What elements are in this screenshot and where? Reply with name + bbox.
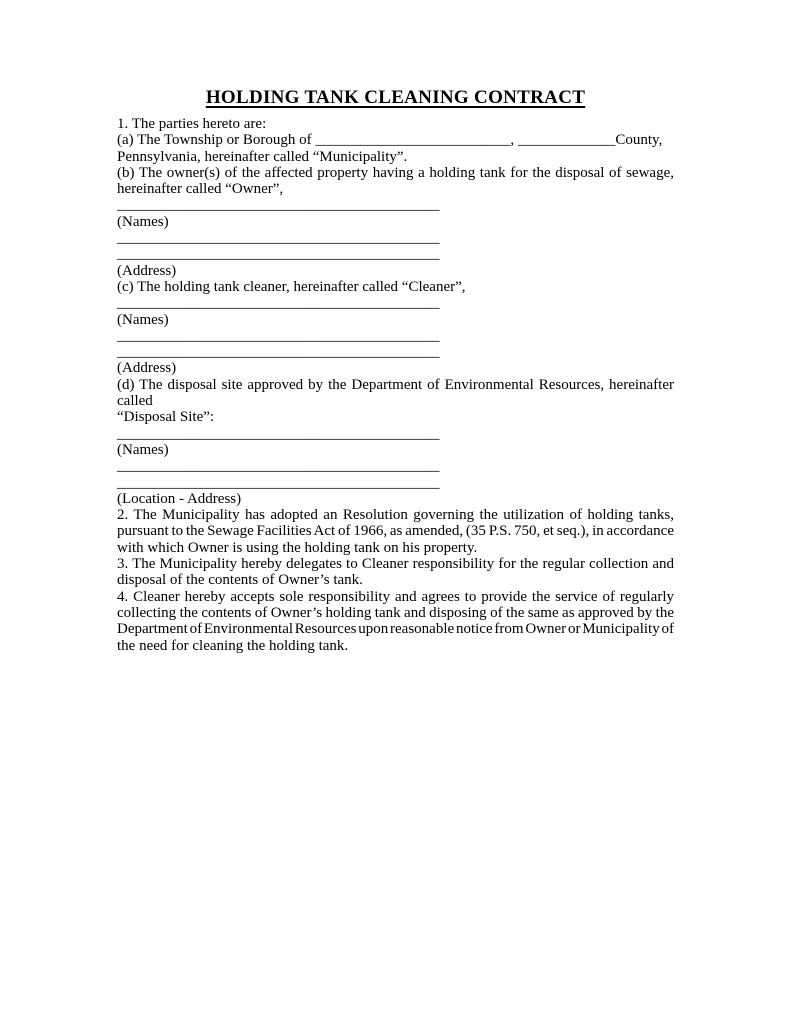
- clause-b-line-2: hereinafter called “Owner”,: [117, 181, 284, 198]
- fill-line: ___________________________________________: [117, 246, 440, 263]
- contract-body: [117, 116, 674, 654]
- clause-d-line-2: “Disposal Site”:: [117, 409, 215, 426]
- clause-c: (c) The holding tank cleaner, hereinafter called “Cleaner”,: [117, 278, 466, 295]
- fill-line: ___________________________________________: [117, 344, 440, 361]
- names-label: (Names): [117, 213, 169, 230]
- address-label: (Address): [117, 360, 177, 377]
- clause-b-line-1: (b) The owner(s) of the affected property having a holding tank for the disposal of sewage,: [117, 164, 674, 181]
- clause-2-line-1: 2. The Municipality has adopted an Resolution governing the utilization of holding tanks,: [117, 507, 674, 524]
- fill-line: ___________________________________________: [117, 230, 440, 247]
- names-label: (Names): [117, 311, 169, 328]
- fill-line: ___________________________________________: [117, 327, 440, 344]
- fill-line: ___________________________________________: [117, 197, 440, 214]
- document-title: [117, 87, 674, 109]
- address-label: (Address): [117, 262, 177, 279]
- clause-4-line-4: the need for cleaning the holding tank.: [117, 637, 349, 654]
- clause-4-line-1: 4. Cleaner hereby accepts sole responsibility and agrees to provide the service of regularly: [117, 588, 674, 605]
- contract-document: [117, 87, 674, 654]
- clause-2-line-2: pursuant to the Sewage Facilities Act of 1966, as amended, (35 P.S. 750, et seq.), in accordance: [117, 523, 674, 540]
- clause-3-line-2: disposal of the contents of Owner’s tank.: [117, 572, 363, 589]
- clause-a-line-2: Pennsylvania, hereinafter called “Municipality”.: [117, 148, 408, 165]
- fill-line: ___________________________________________: [117, 295, 440, 312]
- clause-d-line-1: (d) The disposal site approved by the Department of Environmental Resources, hereinafter called: [117, 376, 674, 410]
- names-label: (Names): [117, 441, 169, 458]
- document-title-text: HOLDING TANK CLEANING CONTRACT: [205, 87, 586, 108]
- fill-line: ___________________________________________: [117, 458, 440, 475]
- clause-2-line-3: with which Owner is using the holding tank on his property.: [117, 539, 478, 556]
- fill-line: ___________________________________________: [117, 425, 440, 442]
- clause-a-line-1: (a) The Township or Borough of __________________________, _____________County,: [117, 132, 663, 149]
- clause-1: 1. The parties hereto are:: [117, 116, 267, 132]
- clause-3-line-1: 3. The Municipality hereby delegates to Cleaner responsibility for the regular collection and: [117, 556, 674, 573]
- clause-4-line-2: collecting the contents of Owner’s holding tank and disposing of the same as approved by the: [117, 604, 674, 621]
- clause-4-line-3: Department of Environmental Resources upon reasonable notice from Owner or Municipality of: [117, 621, 674, 638]
- location-address-label: (Location - Address): [117, 490, 242, 507]
- fill-line: ___________________________________________: [117, 474, 440, 491]
